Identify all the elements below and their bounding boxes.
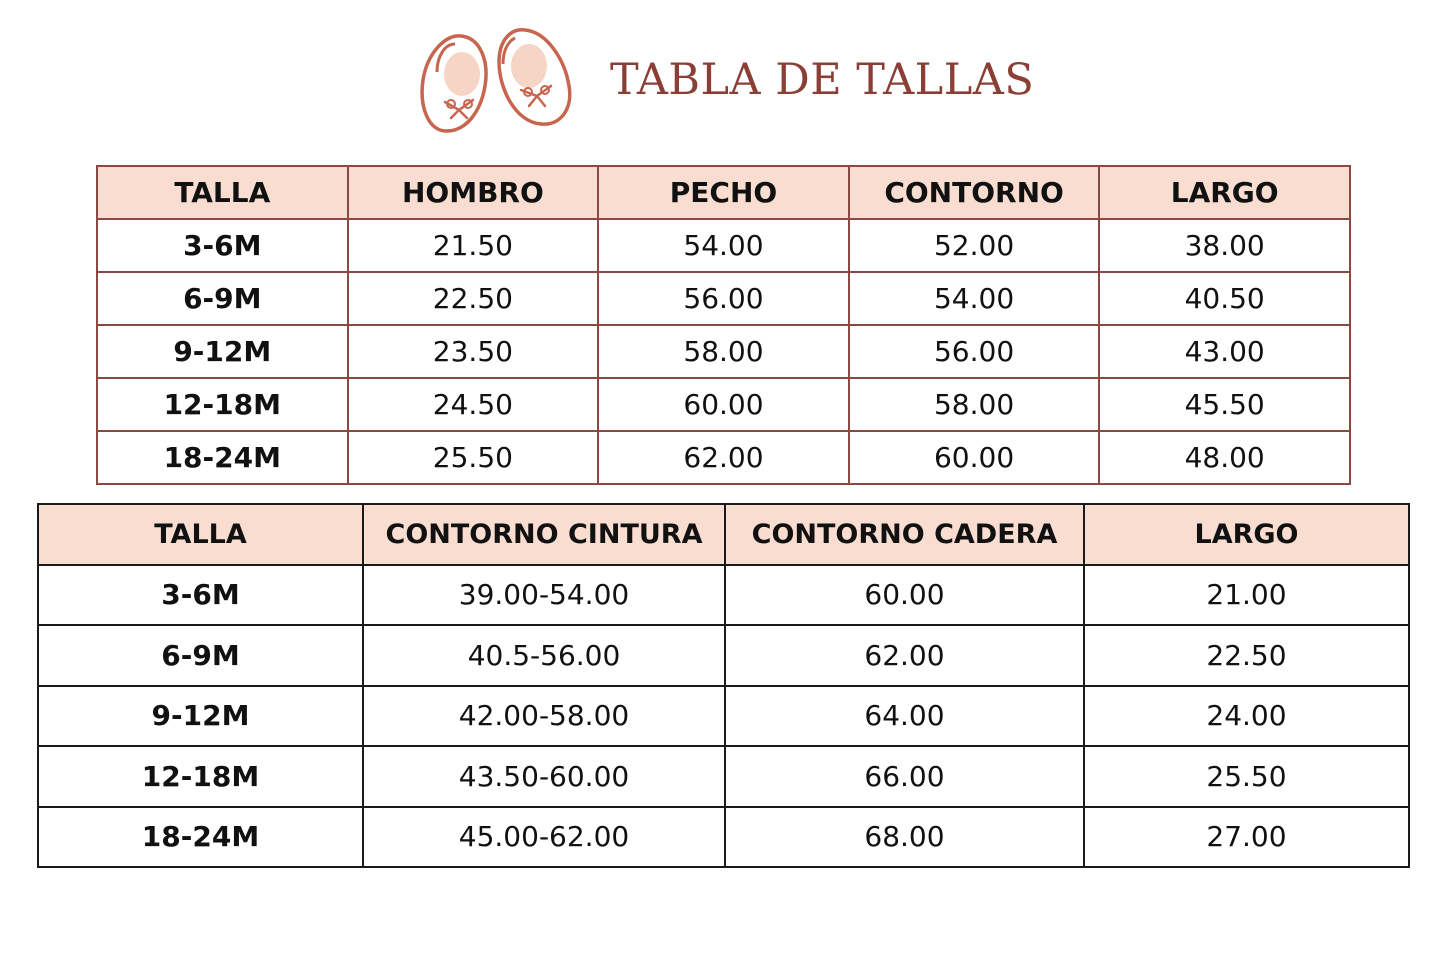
- table-cell: 27.00: [1084, 807, 1409, 868]
- table-row: [38, 625, 1409, 686]
- table-cell: 56.00: [849, 325, 1100, 378]
- table-cell: 60.00: [725, 565, 1084, 626]
- table-row: [97, 325, 1350, 378]
- size-cell: 3-6M: [97, 219, 348, 272]
- column-header: PECHO: [598, 166, 849, 219]
- table-cell: 45.50: [1099, 378, 1350, 431]
- size-cell: 18-24M: [97, 431, 348, 484]
- table-cell: 58.00: [598, 325, 849, 378]
- table-cell: 23.50: [348, 325, 599, 378]
- table-row: [38, 565, 1409, 626]
- table-cell: 64.00: [725, 686, 1084, 747]
- table-cell: 21.00: [1084, 565, 1409, 626]
- table-cell: 60.00: [598, 378, 849, 431]
- size-cell: 18-24M: [38, 807, 363, 868]
- page-header: [0, 0, 1445, 150]
- table-cell: 40.50: [1099, 272, 1350, 325]
- size-table-bottom: [37, 503, 1410, 868]
- table-cell: 45.00-62.00: [363, 807, 725, 868]
- size-table-top: [96, 165, 1351, 485]
- table-cell: 39.00-54.00: [363, 565, 725, 626]
- table-row: [38, 807, 1409, 868]
- size-cell: 9-12M: [38, 686, 363, 747]
- column-header: LARGO: [1084, 504, 1409, 565]
- column-header: HOMBRO: [348, 166, 599, 219]
- table-cell: 68.00: [725, 807, 1084, 868]
- size-cell: 9-12M: [97, 325, 348, 378]
- table-cell: 54.00: [598, 219, 849, 272]
- size-cell: 6-9M: [38, 625, 363, 686]
- table-cell: 62.00: [725, 625, 1084, 686]
- table-cell: 43.50-60.00: [363, 746, 725, 807]
- table-cell: 25.50: [1084, 746, 1409, 807]
- size-cell: 12-18M: [97, 378, 348, 431]
- table-cell: 58.00: [849, 378, 1100, 431]
- table-row: [97, 431, 1350, 484]
- column-header: CONTORNO: [849, 166, 1100, 219]
- column-header: TALLA: [38, 504, 363, 565]
- table-cell: 21.50: [348, 219, 599, 272]
- size-cell: 12-18M: [38, 746, 363, 807]
- table-cell: 60.00: [849, 431, 1100, 484]
- table-cell: 52.00: [849, 219, 1100, 272]
- table-cell: 24.00: [1084, 686, 1409, 747]
- table-cell: 56.00: [598, 272, 849, 325]
- table-cell: 40.5-56.00: [363, 625, 725, 686]
- table-cell: 22.50: [348, 272, 599, 325]
- table-cell: 48.00: [1099, 431, 1350, 484]
- table-cell: 43.00: [1099, 325, 1350, 378]
- table-row: [38, 746, 1409, 807]
- table-row: [97, 272, 1350, 325]
- table-cell: 42.00-58.00: [363, 686, 725, 747]
- column-header: LARGO: [1099, 166, 1350, 219]
- size-cell: 6-9M: [97, 272, 348, 325]
- table-cell: 66.00: [725, 746, 1084, 807]
- table-cell: 22.50: [1084, 625, 1409, 686]
- table-header-row: [38, 504, 1409, 565]
- table-header-row: [97, 166, 1350, 219]
- column-header: TALLA: [97, 166, 348, 219]
- table-cell: 24.50: [348, 378, 599, 431]
- baby-shoes-icon: [415, 24, 580, 140]
- table-cell: 38.00: [1099, 219, 1350, 272]
- page-title: TABLA DE TALLAS: [610, 55, 1035, 105]
- table-cell: 25.50: [348, 431, 599, 484]
- size-cell: 3-6M: [38, 565, 363, 626]
- table-row: [38, 686, 1409, 747]
- table-cell: 62.00: [598, 431, 849, 484]
- column-header: CONTORNO CADERA: [725, 504, 1084, 565]
- table-cell: 54.00: [849, 272, 1100, 325]
- table-row: [97, 219, 1350, 272]
- table-row: [97, 378, 1350, 431]
- column-header: CONTORNO CINTURA: [363, 504, 725, 565]
